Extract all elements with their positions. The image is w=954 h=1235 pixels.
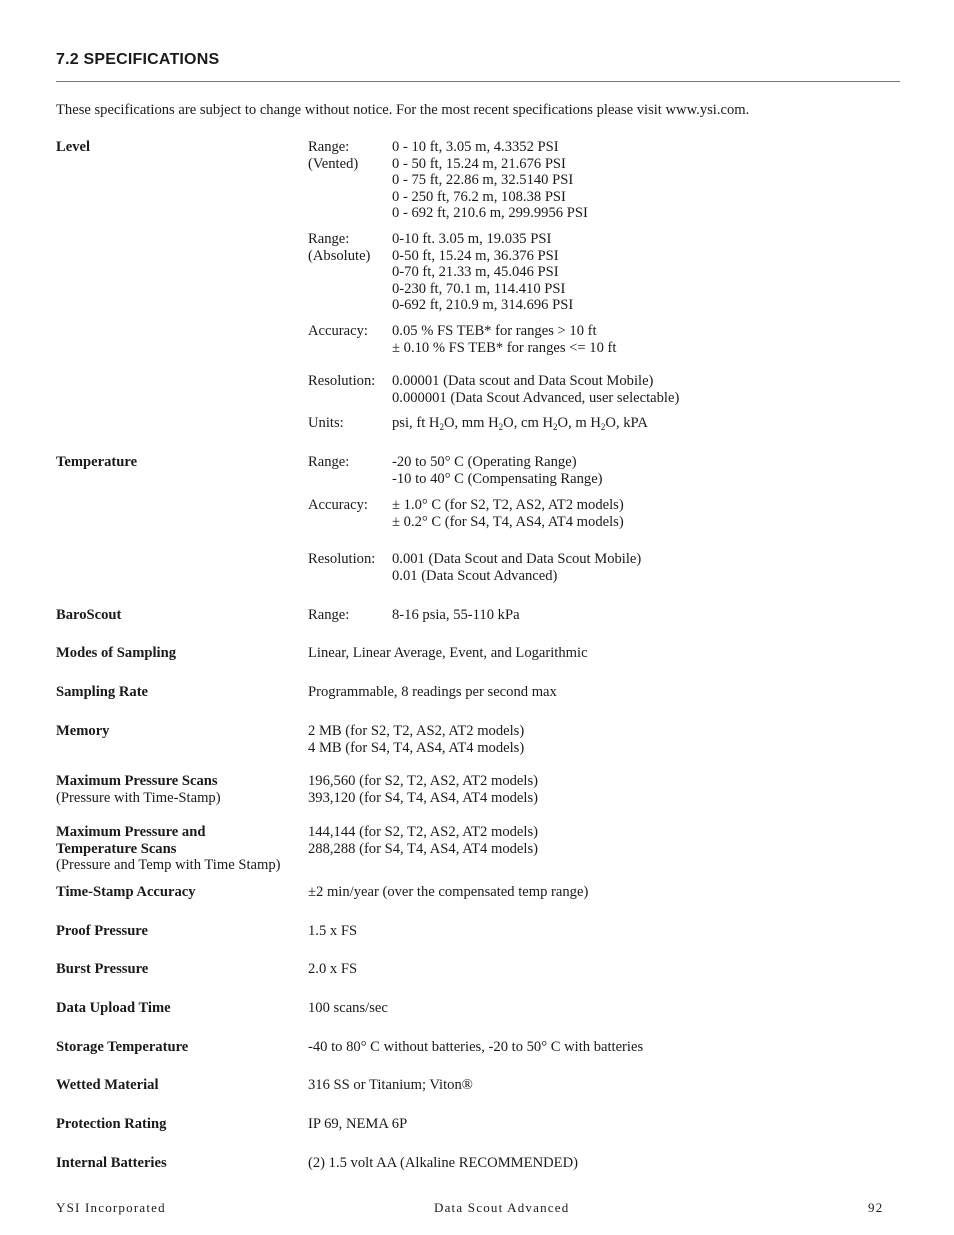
spec-label: Level	[56, 139, 91, 155]
sub-value-line: 0-692 ft, 210.9 m, 314.696 PSI	[392, 297, 574, 313]
spec-label: Memory	[56, 723, 110, 739]
spec-value: 2 MB (for S2, T2, AS2, AT2 models)	[308, 723, 525, 739]
spec-value: Linear, Linear Average, Event, and Logarithmic	[308, 645, 588, 661]
sub-value-line: 8-16 psia, 55-110 kPa	[392, 607, 520, 623]
sub-value-line: 0 - 75 ft, 22.86 m, 32.5140 PSI	[392, 172, 574, 188]
footer-page-number: 92	[868, 1200, 884, 1215]
spec-value: 393,120 (for S4, T4, AS4, AT4 models)	[308, 789, 538, 806]
sub-value-line: ± 0.10 % FS TEB* for ranges <= 10 ft	[392, 339, 617, 356]
spec-label: Maximum Pressure and	[56, 824, 206, 840]
spec-value: 196,560 (for S2, T2, AS2, AT2 models)	[308, 773, 538, 789]
spec-label: Temperature	[56, 454, 138, 470]
spec-label: Storage Temperature	[56, 1039, 189, 1055]
spec-value: 288,288 (for S4, T4, AS4, AT4 models)	[308, 840, 538, 857]
spec-value: (2) 1.5 volt AA (Alkaline RECOMMENDED)	[308, 1155, 578, 1171]
sub-value-line: -20 to 50° C (Operating Range)	[392, 454, 577, 470]
sub-value-line: 0.05 % FS TEB* for ranges > 10 ft	[392, 323, 597, 339]
sub-value-line: psi, ft $H_2O$, mm $H_2O$, cm $H_2O$, m $H_2O$, kPA	[392, 415, 648, 432]
sub-key: (Vented)	[308, 155, 359, 172]
spec-label-note: (Pressure and Temp with Time Stamp)	[56, 857, 281, 873]
sub-value-line: 0.000001 (Data Scout Advanced, user selectable)	[392, 389, 680, 406]
spec-label: Temperature Scans	[56, 840, 177, 857]
sub-key: Resolution:	[308, 551, 376, 567]
sub-key: Resolution:	[308, 373, 376, 389]
sub-key: Range:	[308, 454, 350, 470]
section-heading: 7.2 SPECIFICATIONS	[56, 51, 220, 68]
spec-label: Proof Pressure	[56, 923, 149, 939]
sub-value-line: -10 to 40° C (Compensating Range)	[392, 470, 603, 487]
sub-key: Units:	[308, 415, 344, 431]
spec-label: Sampling Rate	[56, 684, 149, 700]
sub-value-line: 0 - 50 ft, 15.24 m, 21.676 PSI	[392, 155, 566, 172]
sub-value-line: 0 - 250 ft, 76.2 m, 108.38 PSI	[392, 188, 566, 205]
sub-value-line: 0.01 (Data Scout Advanced)	[392, 567, 558, 584]
sub-key: (Absolute)	[308, 247, 371, 264]
spec-label: Burst Pressure	[56, 961, 149, 977]
sub-key: Range:	[308, 607, 350, 623]
spec-label: Internal Batteries	[56, 1155, 167, 1171]
spec-value: IP 69, NEMA 6P	[308, 1116, 408, 1132]
sub-value-line: 0 - 692 ft, 210.6 m, 299.9956 PSI	[392, 205, 588, 221]
spec-label: Protection Rating	[56, 1116, 167, 1132]
spec-value: 316 SS or Titanium; Viton®	[308, 1077, 473, 1093]
spec-label: Time-Stamp Accuracy	[56, 884, 196, 900]
sub-value-line: 0-50 ft, 15.24 m, 36.376 PSI	[392, 247, 559, 264]
sub-value-line: 0 - 10 ft, 3.05 m, 4.3352 PSI	[392, 139, 559, 155]
sub-key: Range:	[308, 231, 350, 247]
footer-product: Data Scout Advanced	[434, 1200, 570, 1215]
sub-value-line: ± 0.2° C (for S4, T4, AS4, AT4 models)	[392, 513, 624, 530]
spec-value: -40 to 80° C without batteries, -20 to 50° C with batteries	[308, 1039, 644, 1055]
heading-rule	[56, 81, 900, 82]
sub-value-line: 0.00001 (Data scout and Data Scout Mobile)	[392, 373, 654, 389]
spec-value: Programmable, 8 readings per second max	[308, 684, 557, 700]
intro-text: These specifications are subject to change without notice. For the most recent specifications please visit www.ysi.com.	[56, 102, 750, 118]
sub-value-line: ± 1.0° C (for S2, T2, AS2, AT2 models)	[392, 497, 624, 513]
spec-value: 144,144 (for S2, T2, AS2, AT2 models)	[308, 824, 538, 840]
sub-key: Range:	[308, 139, 350, 155]
sub-value-line: 0-230 ft, 70.1 m, 114.410 PSI	[392, 280, 566, 297]
spec-value: 2.0 x FS	[308, 961, 358, 977]
spec-value: 100 scans/sec	[308, 1000, 388, 1016]
spec-label: Data Upload Time	[56, 1000, 171, 1016]
spec-label: Wetted Material	[56, 1077, 159, 1093]
sub-value-line: 0-70 ft, 21.33 m, 45.046 PSI	[392, 264, 559, 280]
spec-label: BaroScout	[56, 607, 122, 623]
spec-label-note: (Pressure with Time-Stamp)	[56, 789, 221, 806]
sub-key: Accuracy:	[308, 323, 368, 339]
spec-value: 4 MB (for S4, T4, AS4, AT4 models)	[308, 739, 525, 756]
spec-value: 1.5 x FS	[308, 923, 358, 939]
sub-value-line: 0-10 ft. 3.05 m, 19.035 PSI	[392, 231, 552, 247]
sub-key: Accuracy:	[308, 497, 368, 513]
spec-value: ±2 min/year (over the compensated temp range)	[308, 884, 589, 900]
sub-value-line: 0.001 (Data Scout and Data Scout Mobile)	[392, 551, 642, 567]
spec-label: Modes of Sampling	[56, 645, 177, 661]
spec-label: Maximum Pressure Scans	[56, 773, 218, 789]
footer-company: YSI Incorporated	[56, 1200, 166, 1215]
